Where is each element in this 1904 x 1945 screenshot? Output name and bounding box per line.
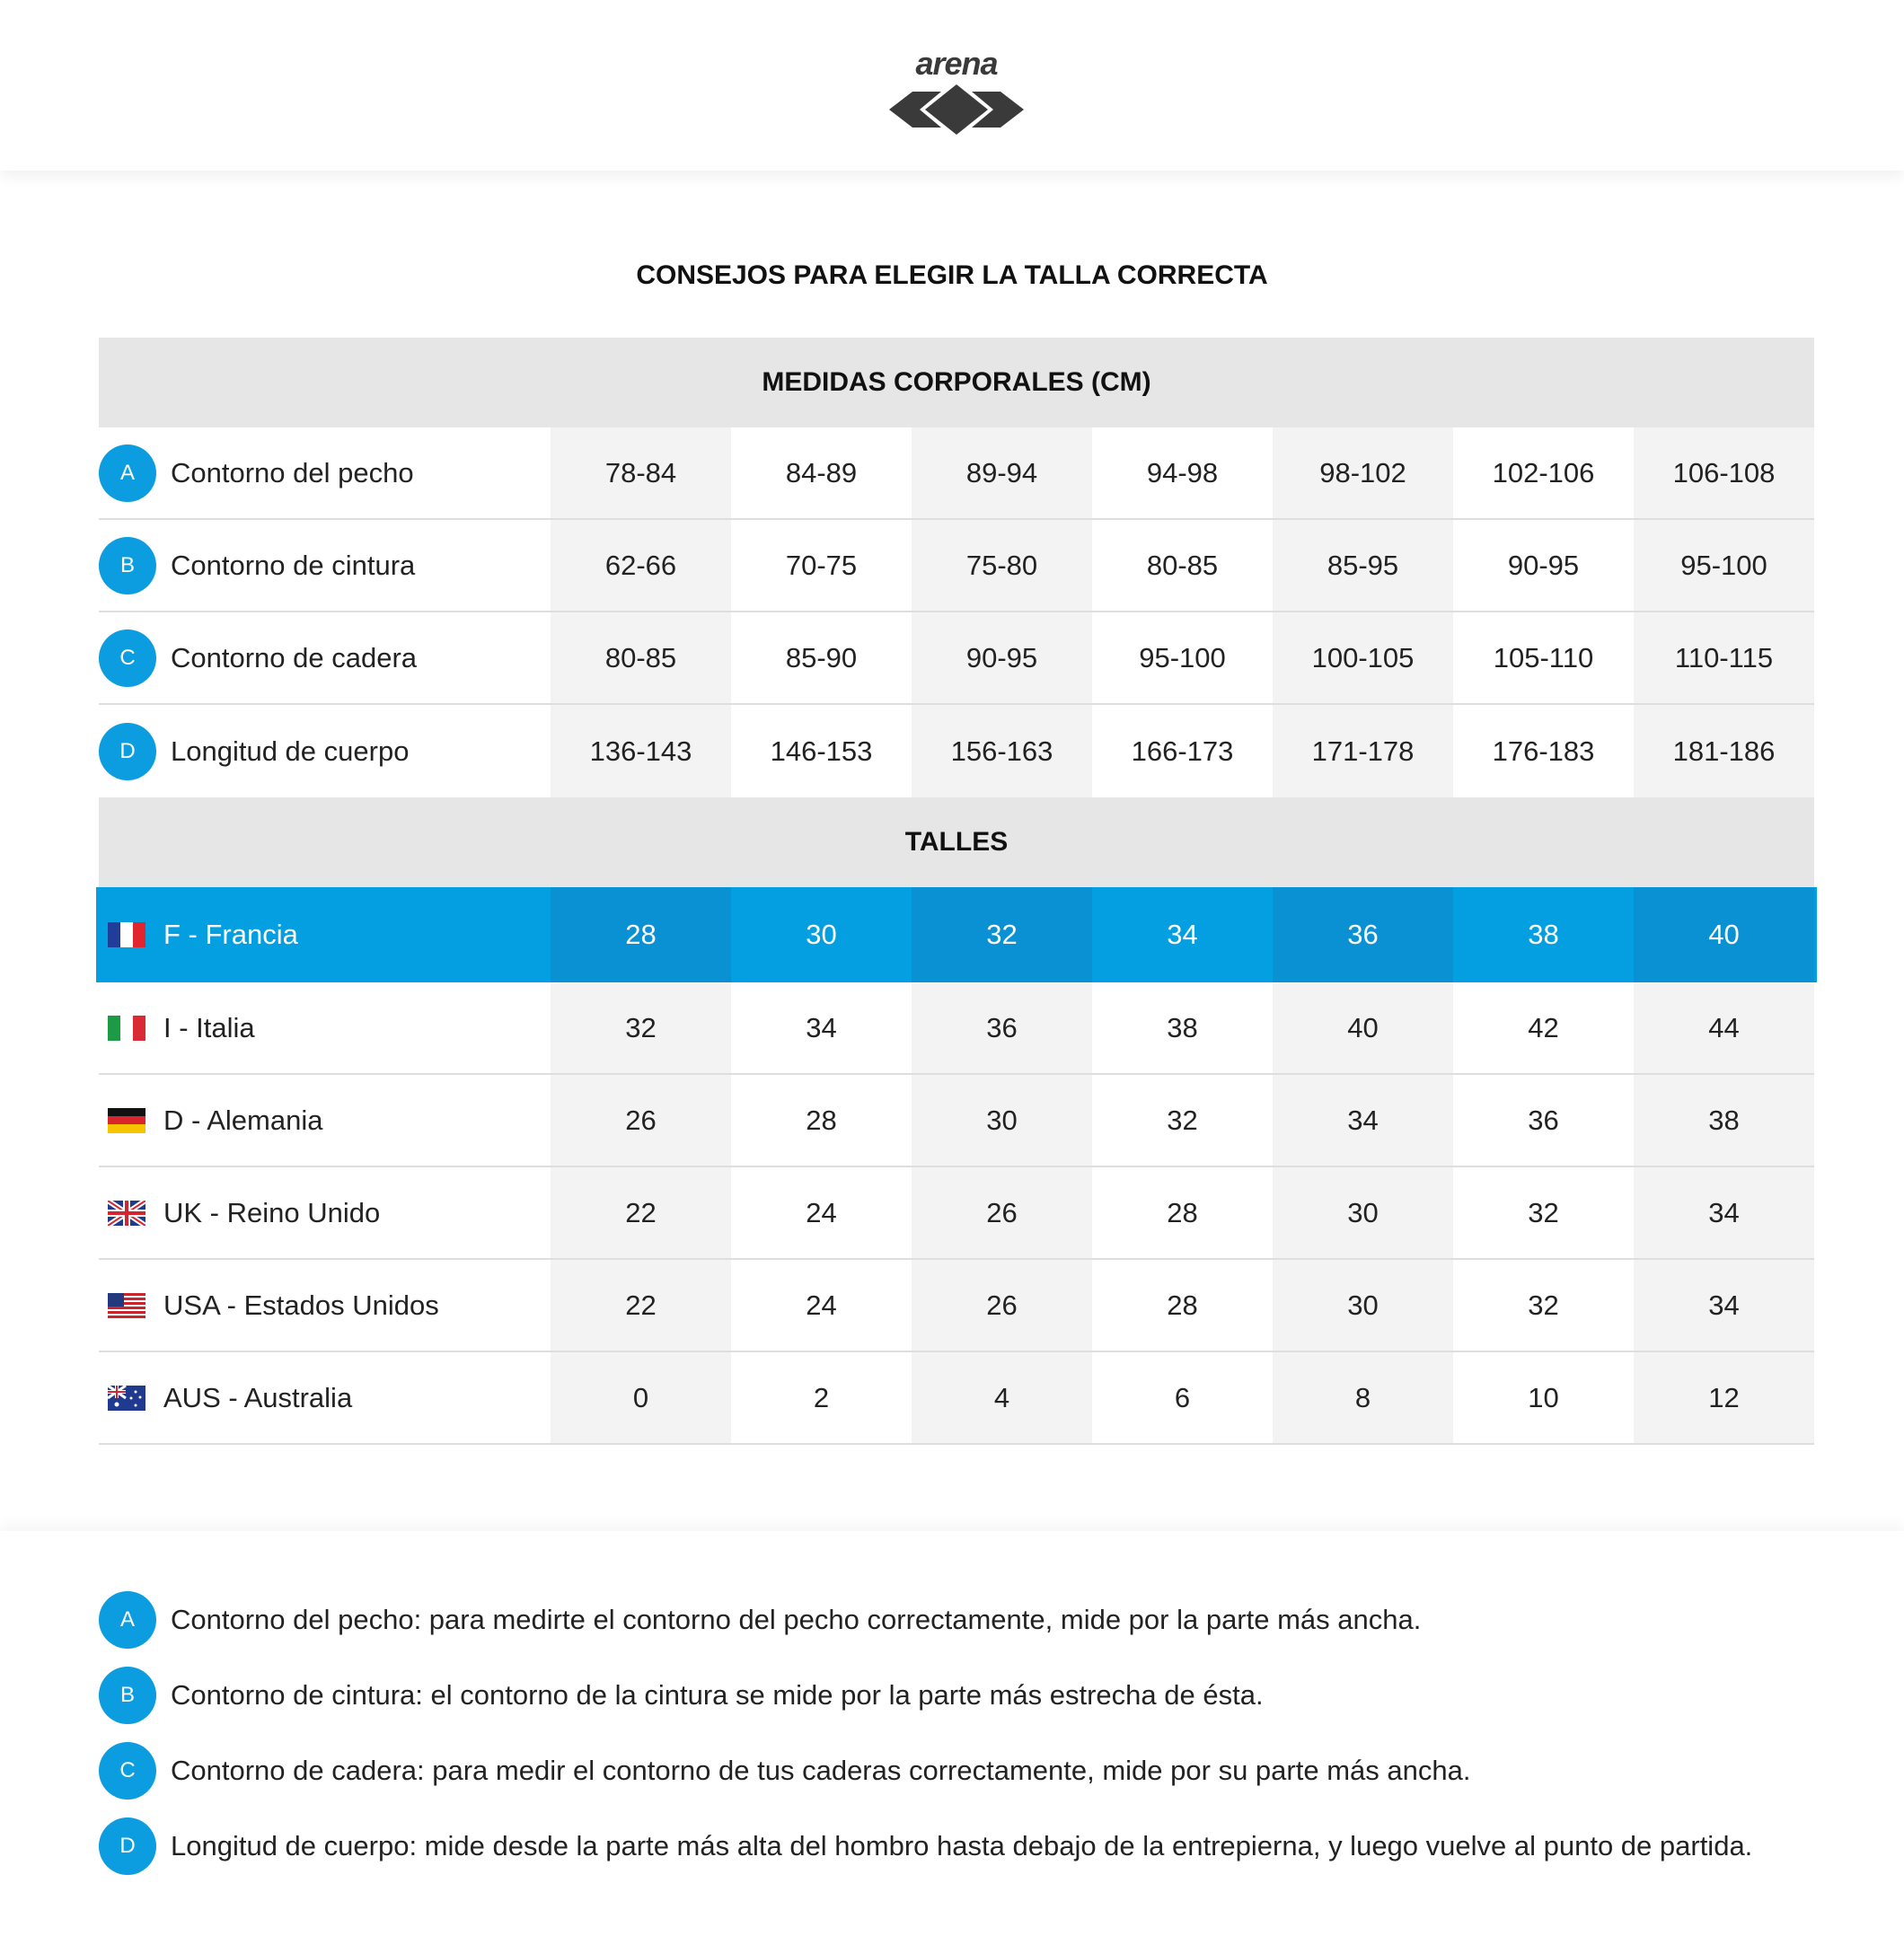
value-cell: 90-95	[1507, 549, 1580, 581]
row-label	[99, 520, 551, 611]
row-label	[99, 982, 551, 1073]
value-cell: 75-80	[912, 520, 1092, 611]
value-cell: 38	[1528, 919, 1559, 950]
row-label-text: F - Francia	[163, 919, 298, 950]
value-cell: 4	[912, 1352, 1092, 1443]
value-cell: 89-94	[912, 427, 1092, 518]
letter-badge: C	[99, 629, 156, 687]
arena-logo[interactable]	[889, 45, 1024, 135]
value-cell: 12	[1634, 1352, 1814, 1443]
header	[0, 0, 1904, 171]
value-cell: 44	[1634, 982, 1814, 1073]
size-row	[99, 1167, 1814, 1260]
sizes-heading: TALLES	[99, 797, 1814, 887]
measures-heading: MEDIDAS CORPORALES (CM)	[99, 338, 1814, 427]
row-label	[99, 705, 551, 797]
value-cell: 30	[912, 1075, 1092, 1166]
row-label	[99, 887, 551, 982]
row-label-text: AUS - Australia	[163, 1381, 353, 1413]
row-label-text: UK - Reino Unido	[163, 1196, 381, 1228]
value-cell: 28	[806, 1104, 837, 1136]
row-label	[99, 1352, 551, 1443]
value-cell: 32	[912, 887, 1092, 982]
value-cell: 30	[806, 919, 837, 950]
value-cell: 28	[551, 887, 731, 982]
note-text: Longitud de cuerpo: mide desde la parte más alta del hombro hasta debajo de la entrepierna, y luego vuelve al punto de partida.	[171, 1830, 1753, 1861]
italy-flag-icon	[108, 1016, 145, 1041]
size-row	[99, 1352, 1814, 1445]
measure-row	[99, 612, 1814, 705]
france-flag-icon	[108, 922, 145, 947]
value-cell: 24	[806, 1289, 837, 1321]
row-label-text: I - Italia	[163, 1011, 255, 1043]
value-cell: 26	[551, 1075, 731, 1166]
row-label	[99, 427, 551, 518]
value-cell: 166-173	[1131, 735, 1234, 767]
value-cell: 26	[912, 1167, 1092, 1258]
value-cell: 42	[1528, 1011, 1559, 1043]
measure-row	[99, 427, 1814, 520]
value-cell: 10	[1528, 1381, 1559, 1413]
letter-badge: B	[99, 1667, 156, 1724]
value-cell: 156-163	[912, 705, 1092, 797]
value-cell: 6	[1174, 1381, 1191, 1413]
australia-flag-icon	[108, 1386, 145, 1411]
row-label	[99, 612, 551, 703]
value-cell: 24	[806, 1196, 837, 1228]
note-text: Contorno de cintura: el contorno de la cintura se mide por la parte más estrecha de ésta.	[171, 1679, 1264, 1711]
letter-badge: C	[99, 1742, 156, 1800]
note-text: Contorno de cadera: para medir el contorno de tus caderas correctamente, mide por su parte más ancha.	[171, 1755, 1471, 1786]
value-cell: 32	[551, 982, 731, 1073]
value-cell: 2	[813, 1381, 830, 1413]
letter-badge: D	[99, 723, 156, 780]
usa-flag-icon	[108, 1293, 145, 1318]
value-cell: 85-95	[1273, 520, 1453, 611]
value-cell: 102-106	[1492, 456, 1595, 488]
value-cell: 34	[806, 1011, 837, 1043]
value-cell: 62-66	[551, 520, 731, 611]
letter-badge: D	[99, 1817, 156, 1875]
value-cell: 176-183	[1492, 735, 1595, 767]
value-cell: 98-102	[1273, 427, 1453, 518]
value-cell: 85-90	[785, 641, 858, 673]
germany-flag-icon	[108, 1108, 145, 1133]
value-cell: 34	[1167, 919, 1198, 950]
value-cell: 90-95	[912, 612, 1092, 703]
value-cell: 38	[1167, 1011, 1198, 1043]
size-row	[96, 887, 1817, 982]
row-label	[99, 1075, 551, 1166]
value-cell: 30	[1273, 1167, 1453, 1258]
value-cell: 32	[1528, 1196, 1559, 1228]
value-cell: 78-84	[551, 427, 731, 518]
value-cell: 95-100	[1139, 641, 1226, 673]
value-cell: 36	[1273, 887, 1453, 982]
letter-badge: A	[99, 444, 156, 502]
value-cell: 95-100	[1634, 520, 1814, 611]
size-row	[99, 982, 1814, 1075]
value-cell: 22	[551, 1167, 731, 1258]
value-cell: 80-85	[1146, 549, 1219, 581]
value-cell: 36	[912, 982, 1092, 1073]
value-cell: 84-89	[785, 456, 858, 488]
uk-flag-icon	[108, 1201, 145, 1226]
row-label	[99, 1167, 551, 1258]
value-cell: 70-75	[785, 549, 858, 581]
row-label-text: Contorno de cadera	[171, 641, 418, 673]
sizes-rows	[99, 887, 1814, 1445]
value-cell: 28	[1167, 1196, 1198, 1228]
value-cell: 0	[551, 1352, 731, 1443]
row-label-text: Contorno del pecho	[171, 456, 414, 488]
value-cell: 94-98	[1146, 456, 1219, 488]
note-item	[99, 1742, 1850, 1800]
measure-notes	[99, 1591, 1850, 1893]
value-cell: 38	[1634, 1075, 1814, 1166]
value-cell: 181-186	[1634, 705, 1814, 797]
value-cell: 40	[1634, 887, 1814, 982]
value-cell: 22	[551, 1260, 731, 1351]
value-cell: 36	[1528, 1104, 1559, 1136]
value-cell: 146-153	[770, 735, 873, 767]
size-row	[99, 1260, 1814, 1352]
value-cell: 110-115	[1634, 612, 1814, 703]
value-cell: 100-105	[1273, 612, 1453, 703]
value-cell: 106-108	[1634, 427, 1814, 518]
letter-badge: B	[99, 537, 156, 594]
note-item	[99, 1667, 1850, 1724]
value-cell: 40	[1273, 982, 1453, 1073]
value-cell: 32	[1528, 1289, 1559, 1321]
row-label-text: D - Alemania	[163, 1104, 323, 1136]
size-table	[99, 338, 1814, 1445]
measure-row	[99, 520, 1814, 612]
value-cell: 32	[1167, 1104, 1198, 1136]
value-cell: 34	[1634, 1260, 1814, 1351]
row-label-text: USA - Estados Unidos	[163, 1289, 439, 1321]
value-cell: 8	[1273, 1352, 1453, 1443]
value-cell: 30	[1273, 1260, 1453, 1351]
value-cell: 80-85	[551, 612, 731, 703]
note-text: Contorno del pecho: para medirte el contorno del pecho correctamente, mide por la parte más ancha.	[171, 1604, 1422, 1635]
note-item	[99, 1591, 1850, 1649]
row-label-text: Longitud de cuerpo	[171, 735, 410, 767]
page-title: CONSEJOS PARA ELEGIR LA TALLA CORRECTA	[636, 260, 1268, 290]
logo-wordmark: arena	[915, 45, 998, 82]
diamond-logo-icon	[889, 79, 1024, 135]
measures-rows	[99, 427, 1814, 797]
letter-badge: A	[99, 1591, 156, 1649]
value-cell: 136-143	[551, 705, 731, 797]
measure-row	[99, 705, 1814, 797]
note-item	[99, 1817, 1850, 1875]
value-cell: 105-110	[1493, 641, 1594, 673]
size-row	[99, 1075, 1814, 1167]
value-cell: 28	[1167, 1289, 1198, 1321]
value-cell: 34	[1634, 1167, 1814, 1258]
row-label	[99, 1260, 551, 1351]
row-label-text: Contorno de cintura	[171, 549, 416, 581]
value-cell: 26	[912, 1260, 1092, 1351]
value-cell: 34	[1273, 1075, 1453, 1166]
value-cell: 171-178	[1273, 705, 1453, 797]
